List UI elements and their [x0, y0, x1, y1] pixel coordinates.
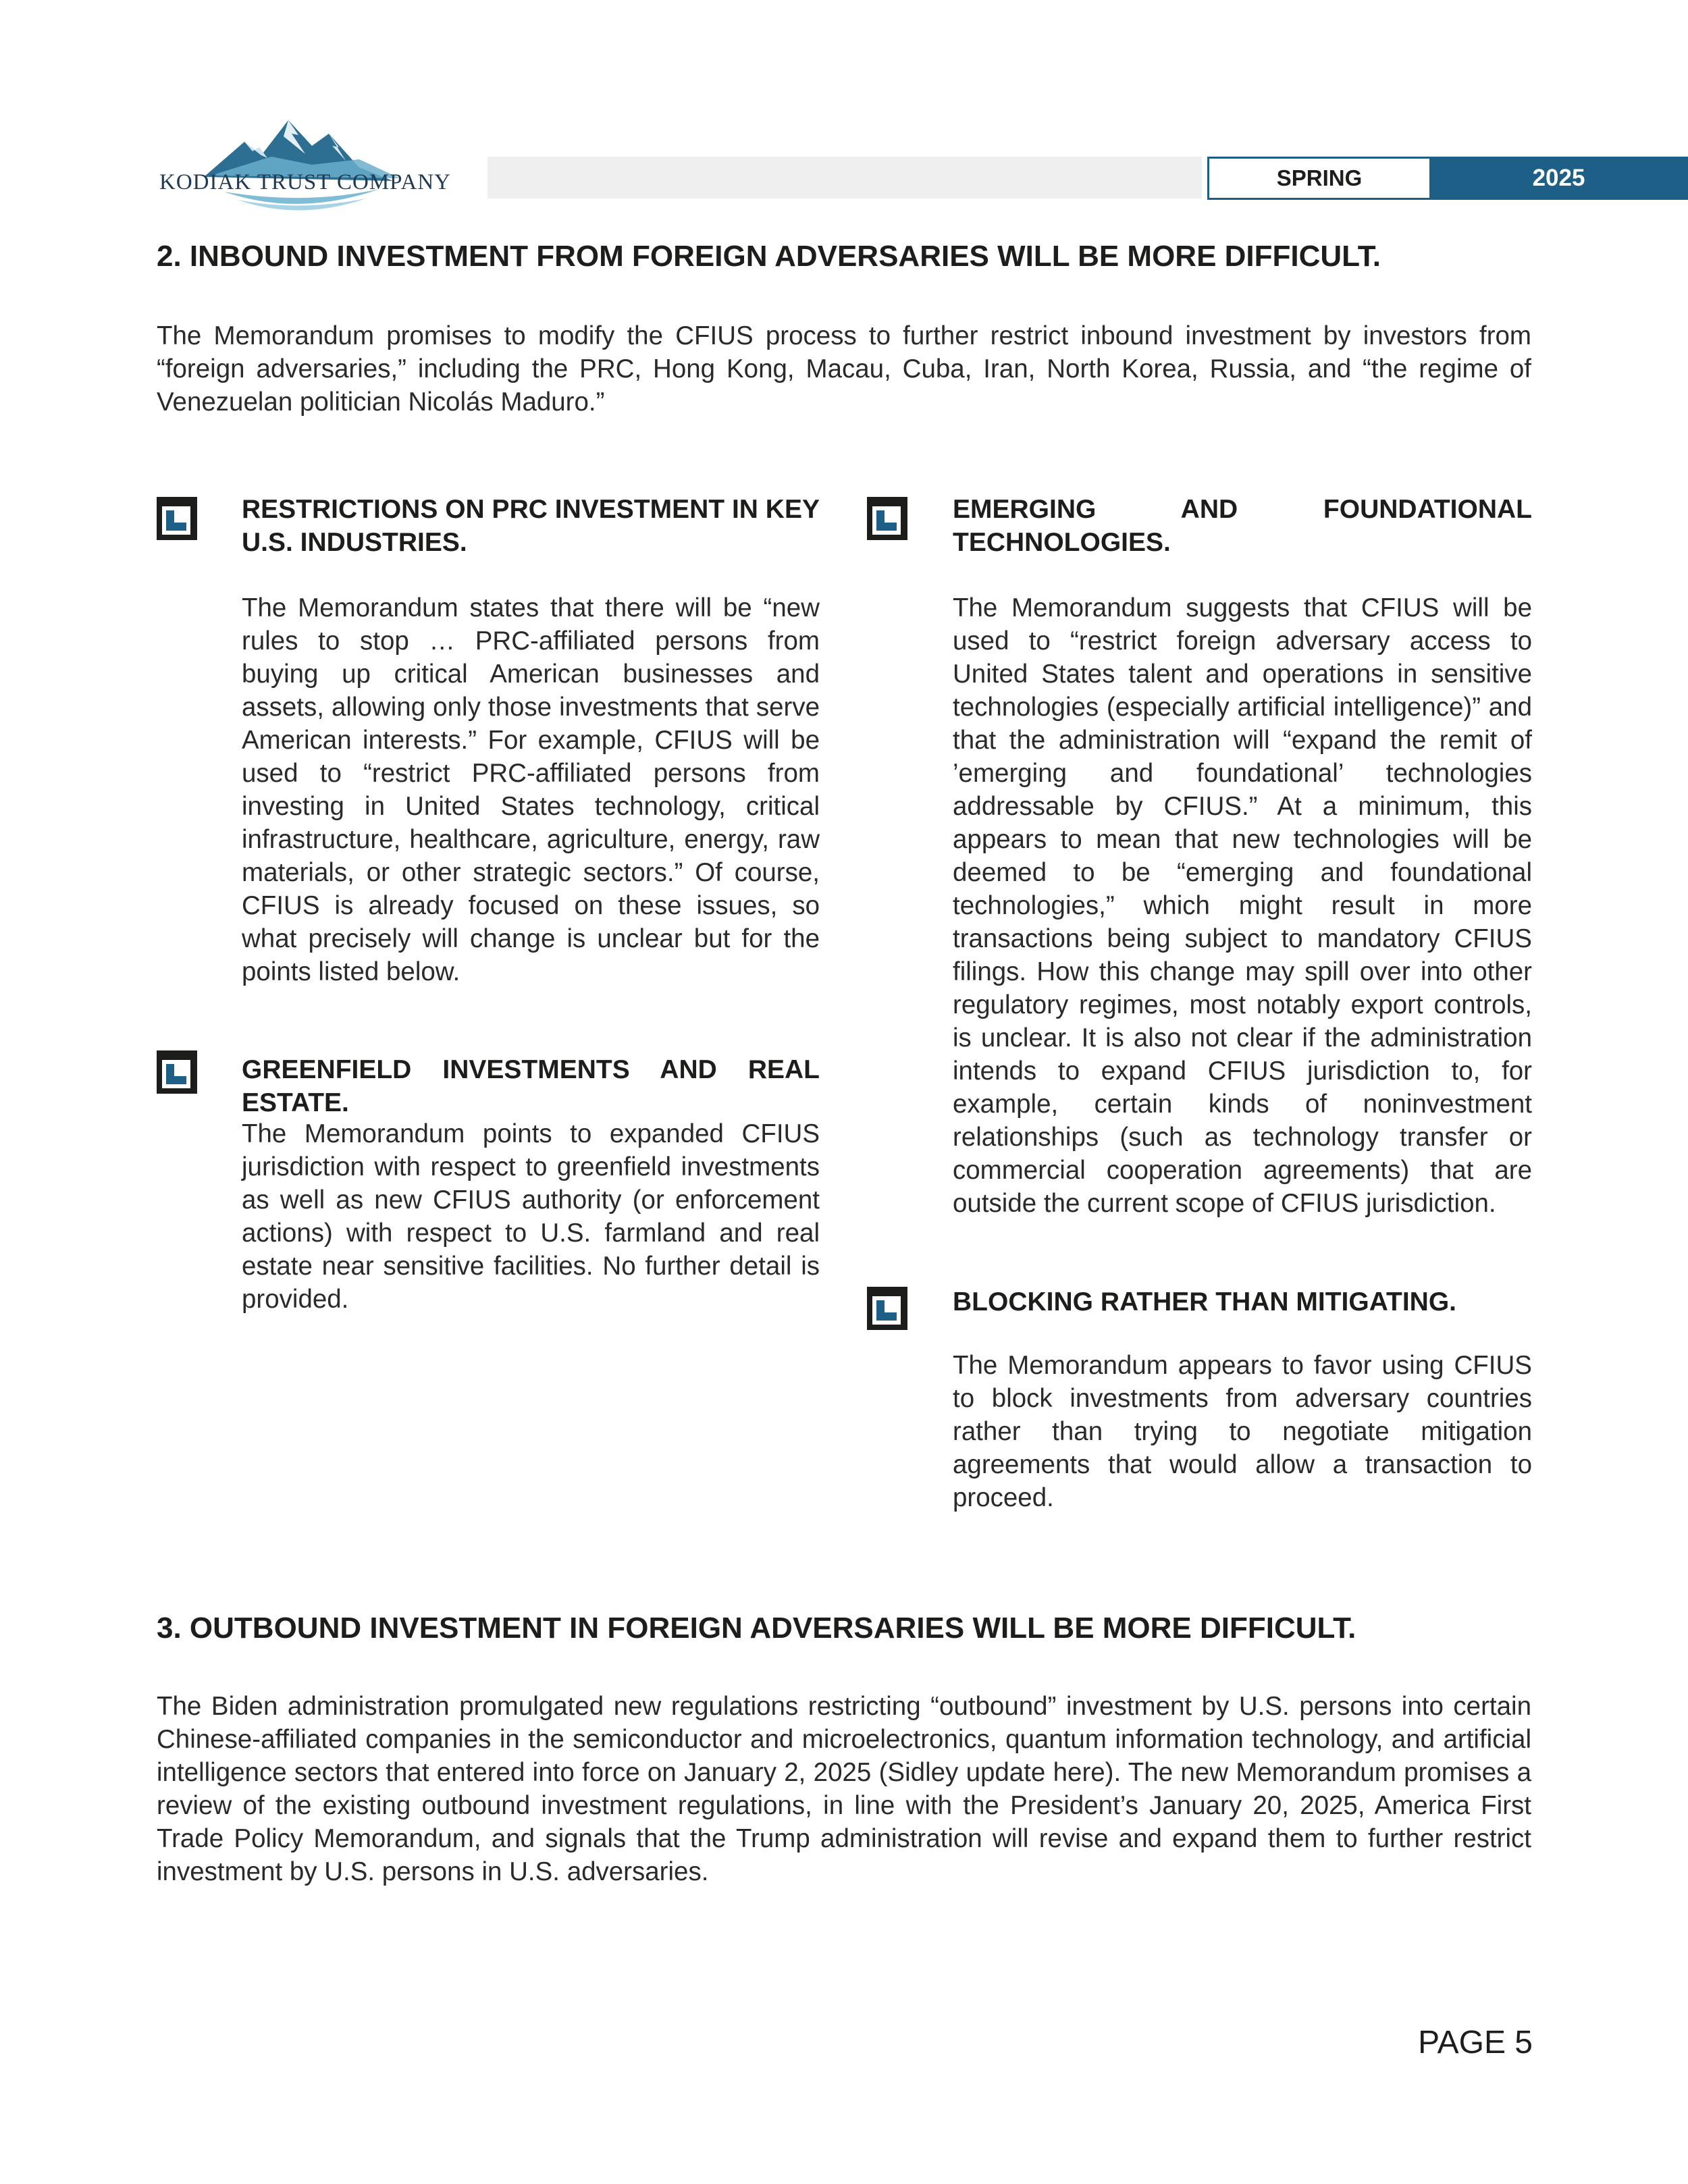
- section-3-title: 3. OUTBOUND INVESTMENT IN FOREIGN ADVERSARIES WILL BE MORE DIFFICULT.: [157, 1612, 1356, 1645]
- greenfield-body: The Memorandum points to expanded CFIUS jurisdiction with respect to greenfield investments as well as new CFIUS authority (or enforcement actions) with respect to U.S. farmland and real estate near sensitive facilities. No further detail is provided.: [242, 1119, 820, 1314]
- emerging-body: The Memorandum suggests that CFIUS will be used to “restrict foreign adversary access to United States talent and operations in sensitive technologies (especially artificial intelligence)” and that the administration will “expand the remit of ’emerging and foundational’ technologies addressable by CFIUS.” At a minimum, this appears to mean that new technologies will be deemed to be “emerging and foundational technologies,” which might result in more transactions being subject to mandatory CFIUS filings. How this change may spill over into other regulatory regimes, most notably export controls, is unclear. It is also not clear if the administration intends to expand CFIUS jurisdiction to, for example, certain kinds of noninvestment relationships (such as technology transfer or commercial cooperation agreements) that are outside the current scope of CFIUS jurisdiction.: [953, 593, 1532, 1218]
- mountain-logo-icon: [197, 116, 406, 217]
- restrictions-body: The Memorandum states that there will be “new rules to stop … PRC-affiliated persons from buying up critical American businesses and assets, allowing only those investments that serve American interests.” For example, CFIUS will be used to “restrict PRC-affiliated persons from investing in United States technology, critical infrastructure, healthcare, agriculture, energy, raw materials, or other strategic sectors.” Of course, CFIUS is already focused on these issues, so what precisely will change is unclear but for the points listed below.: [242, 593, 820, 986]
- section-2-intro: The Memorandum promises to modify the CFIUS process to further restrict inbound investment by investors from “foreign adversaries,” including the PRC, Hong Kong, Macau, Cuba, Iran, North Korea, Russia, and “the regime of Venezuelan politician Nicolás Maduro.”: [157, 321, 1531, 417]
- season-label: SPRING: [1207, 157, 1431, 200]
- company-name: KODIAK TRUST COMPANY: [159, 170, 451, 194]
- greenfield-title: GREENFIELD INVESTMENTS AND REAL ESTATE.: [242, 1055, 820, 1117]
- company-logo: [157, 116, 451, 217]
- section-2-title: 2. INBOUND INVESTMENT FROM FOREIGN ADVERSARIES WILL BE MORE DIFFICULT.: [157, 240, 1381, 273]
- section-3-body: The Biden administration promulgated new regulations restricting “outbound” investment by U.S. persons into certain Chinese-affiliated companies in the semiconductor and microelectronics, quantum information technology, and artificial intelligence sectors that entered into force on January 2, 2025 (Sidley update here). The new Memorandum promises a review of the existing outbound investment regulations, in line with the President’s January 20, 2025, America First Trade Policy Memorandum, and signals that the Trump administration will revise and expand them to further restrict investment by U.S. persons in U.S. adversaries.: [157, 1692, 1531, 1886]
- header-bar: [487, 157, 1202, 198]
- blocking-title: BLOCKING RATHER THAN MITIGATING.: [953, 1287, 1456, 1316]
- year-label: 2025: [1429, 157, 1688, 200]
- section-bullet-icon: [867, 497, 907, 540]
- section-bullet-icon: [157, 497, 197, 540]
- emerging-title: EMERGING AND FOUNDATIONAL TECHNOLOGIES.: [953, 495, 1532, 557]
- blocking-body: The Memorandum appears to favor using CFIUS to block investments from adversary countries rather than trying to negotiate mitigation agreements that would allow a transaction to proceed.: [953, 1351, 1532, 1512]
- section-bullet-icon: [157, 1050, 197, 1094]
- section-bullet-icon: [867, 1287, 907, 1330]
- page-number: PAGE 5: [1418, 2025, 1533, 2060]
- restrictions-title: RESTRICTIONS ON PRC INVESTMENT IN KEY U.S. INDUSTRIES.: [242, 495, 820, 557]
